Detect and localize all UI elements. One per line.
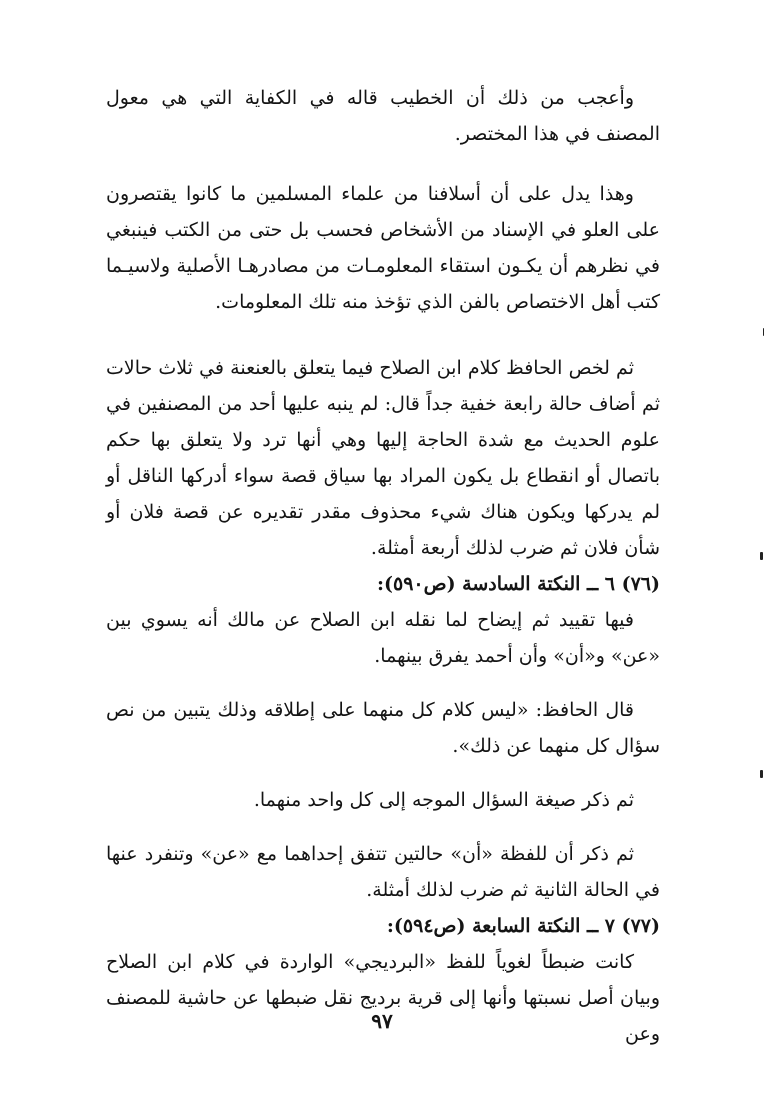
paragraph-1: وأعجب من ذلك أن الخطيب قاله في الكفاية التي هي معول المصنف في هذا المختصر. xyxy=(106,87,660,145)
section-76-paragraph-2: قال الحافظ: «ليس كلام كل منهما على إطلاقه وذلك يتبين من نص سؤال كل منهما عن ذلك». xyxy=(106,699,660,757)
margin-mark xyxy=(760,552,763,560)
section-76-paragraph-3: ثم ذكر صيغة السؤال الموجه إلى كل واحد منهما. xyxy=(253,789,634,811)
page-body xyxy=(106,80,660,1052)
section-heading-77: (٧٧) ٧ ــ النكتة السابعة (ص٥٩٤): xyxy=(386,915,660,937)
section-76-paragraph-4: ثم ذكر أن للفظة «أن» حالتين تتفق إحداهما مع «عن» وتنفرد عنها في الحالة الثانية ثم ضرب لذلك أمثلة. xyxy=(106,843,660,901)
section-77-paragraph-1: كانت ضبطاً لغوياً للفظ «البرديجي» الواردة في كلام ابن الصلاح وبيان أصل نسبتها وأنها إلى قرية برديج نقل ضبطها عن حاشية للمصنف وعن xyxy=(106,951,660,1045)
paragraph-3: ثم لخص الحافظ كلام ابن الصلاح فيما يتعلق بالعنعنة في ثلاث حالات ثم أضاف حالة رابعة خفية جداً قال: لم ينبه عليها أحد من المصنفين في علوم الحديث مع شدة الحاجة إليها وهي أنها ترد ولا يتعلق بها حكم باتصال أو انقطاع بل يكون المراد بها سياق قصة سواء أدركها الناقل أو لم يدركها ويكون هناك شيء محذوف مقدر تقديره عن قصة فلان أو شأن فلان ثم ضرب لذلك أربعة أمثلة. xyxy=(106,357,660,559)
paragraph-2: وهذا يدل على أن أسلافنا من علماء المسلمين ما كانوا يقتصرون على العلو في الإسناد من الأشخاص فحسب بل حتى من الكتب فينبغي في نظرهم أن يكـون استقاء المعلومـات من مصادرهـا الأصلية ولاسيـما كتب أهل الاختصاص بالفن الذي تؤخذ منه تلك المعلومات. xyxy=(106,183,660,313)
page-number: ٩٧ xyxy=(371,1009,393,1033)
margin-mark xyxy=(760,770,763,778)
section-heading-76: (٧٦) ٦ ــ النكتة السادسة (ص٥٩٠): xyxy=(376,573,660,595)
section-76-paragraph-1: فيها تقييد ثم إيضاح لما نقله ابن الصلاح عن مالك أنه يسوي بين «عن» و«أن» وأن أحمد يفرق بينهما. xyxy=(106,609,660,667)
